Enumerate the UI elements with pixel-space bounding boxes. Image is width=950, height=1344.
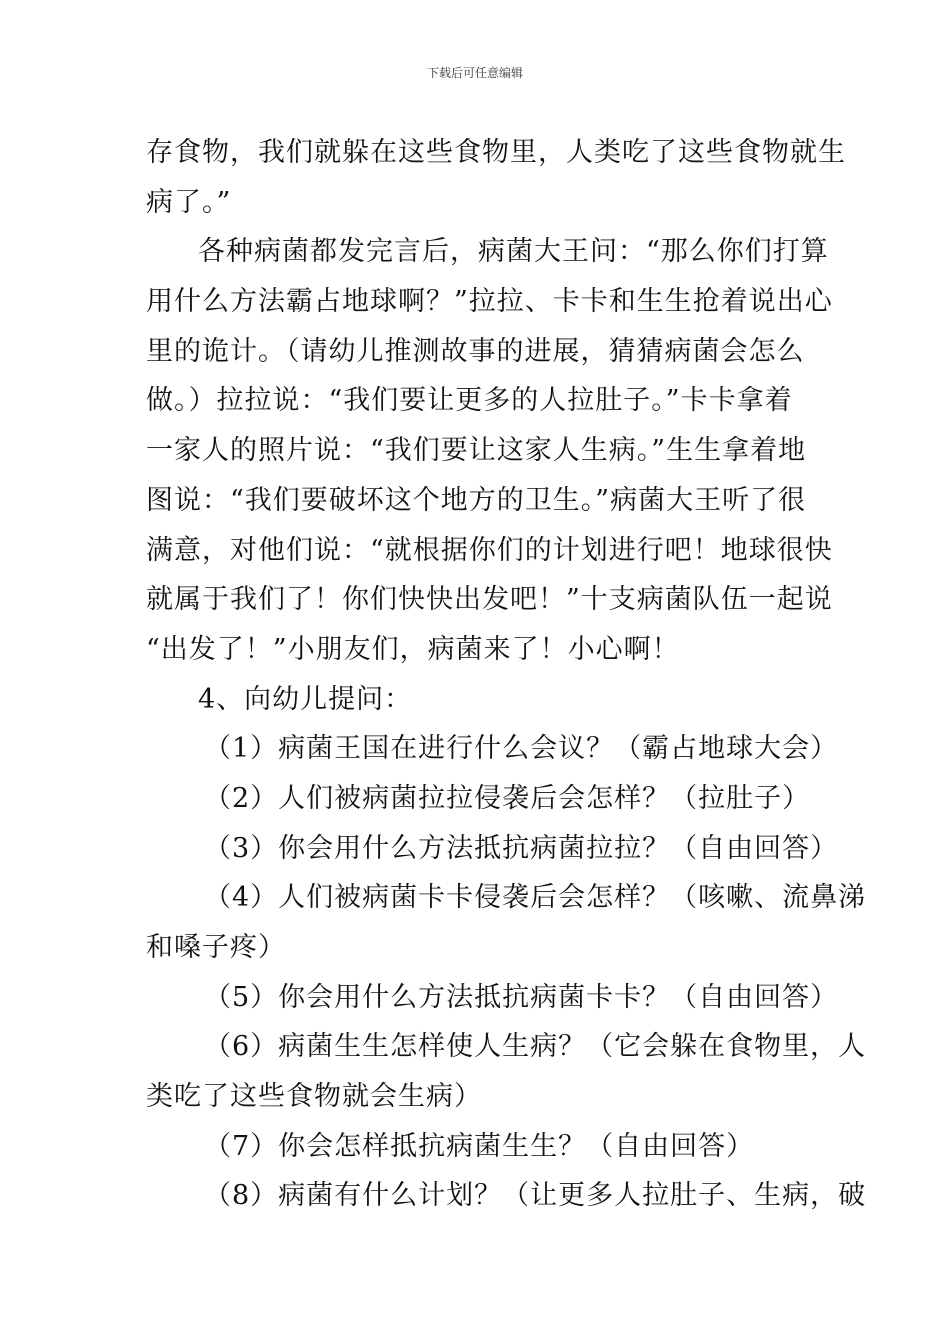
question-item: （4）人们被病菌卡卡侵袭后会怎样？（咳嗽、流鼻涕 — [204, 882, 867, 914]
text-line: 一家人的照片说：“我们要让这家人生病。”生生拿着地 — [146, 435, 807, 467]
question-item: （5）你会用什么方法抵抗病菌卡卡？（自由回答） — [204, 981, 839, 1013]
text-line: 就属于我们了！你们快快出发吧！”十支病菌队伍一起说 — [146, 584, 833, 616]
question-item: （1）病菌王国在进行什么会议？（霸占地球大会） — [204, 733, 839, 765]
text-line: 病了。” — [146, 186, 232, 218]
text-line: “出发了！”小朋友们，病菌来了！小心啊！ — [146, 633, 680, 665]
section-heading: 4、向幼儿提问： — [198, 683, 413, 715]
text-line: 里的诡计。（请幼儿推测故事的进展，猜猜病菌会怎么 — [146, 335, 805, 367]
question-item-continuation: 类吃了这些食物就会生病） — [146, 1081, 482, 1113]
text-line: 用什么方法霸占地球啊？”拉拉、卡卡和生生抢着说出心 — [146, 286, 833, 318]
question-item-continuation: 和嗓子疼） — [146, 932, 286, 963]
page-header: 下载后可任意编辑 — [426, 66, 523, 80]
text-line: 存食物，我们就躲在这些食物里，人类吃了这些食物就生 — [146, 137, 846, 168]
question-item: （3）你会用什么方法抵抗病菌拉拉？（自由回答） — [204, 832, 839, 864]
text-line: 满意，对他们说：“就根据你们的计划进行吧！地球很快 — [146, 534, 833, 566]
text-line: 做。）拉拉说：“我们要让更多的人拉肚子。”卡卡拿着 — [146, 385, 793, 417]
question-item: （2）人们被病菌拉拉侵袭后会怎样？（拉肚子） — [204, 782, 811, 814]
text-line: 图说：“我们要破坏这个地方的卫生。”病菌大王听了很 — [146, 484, 807, 516]
question-item: （7）你会怎样抵抗病菌生生？（自由回答） — [204, 1130, 755, 1162]
document-body — [146, 128, 867, 1221]
question-item: （6）病菌生生怎样使人生病？（它会躲在食物里，人 — [204, 1031, 867, 1063]
paragraph-start-line: 各种病菌都发完言后，病菌大王问：“那么你们打算 — [198, 236, 829, 268]
question-item: （8）病菌有什么计划？（让更多人拉肚子、生病，破 — [204, 1180, 867, 1212]
